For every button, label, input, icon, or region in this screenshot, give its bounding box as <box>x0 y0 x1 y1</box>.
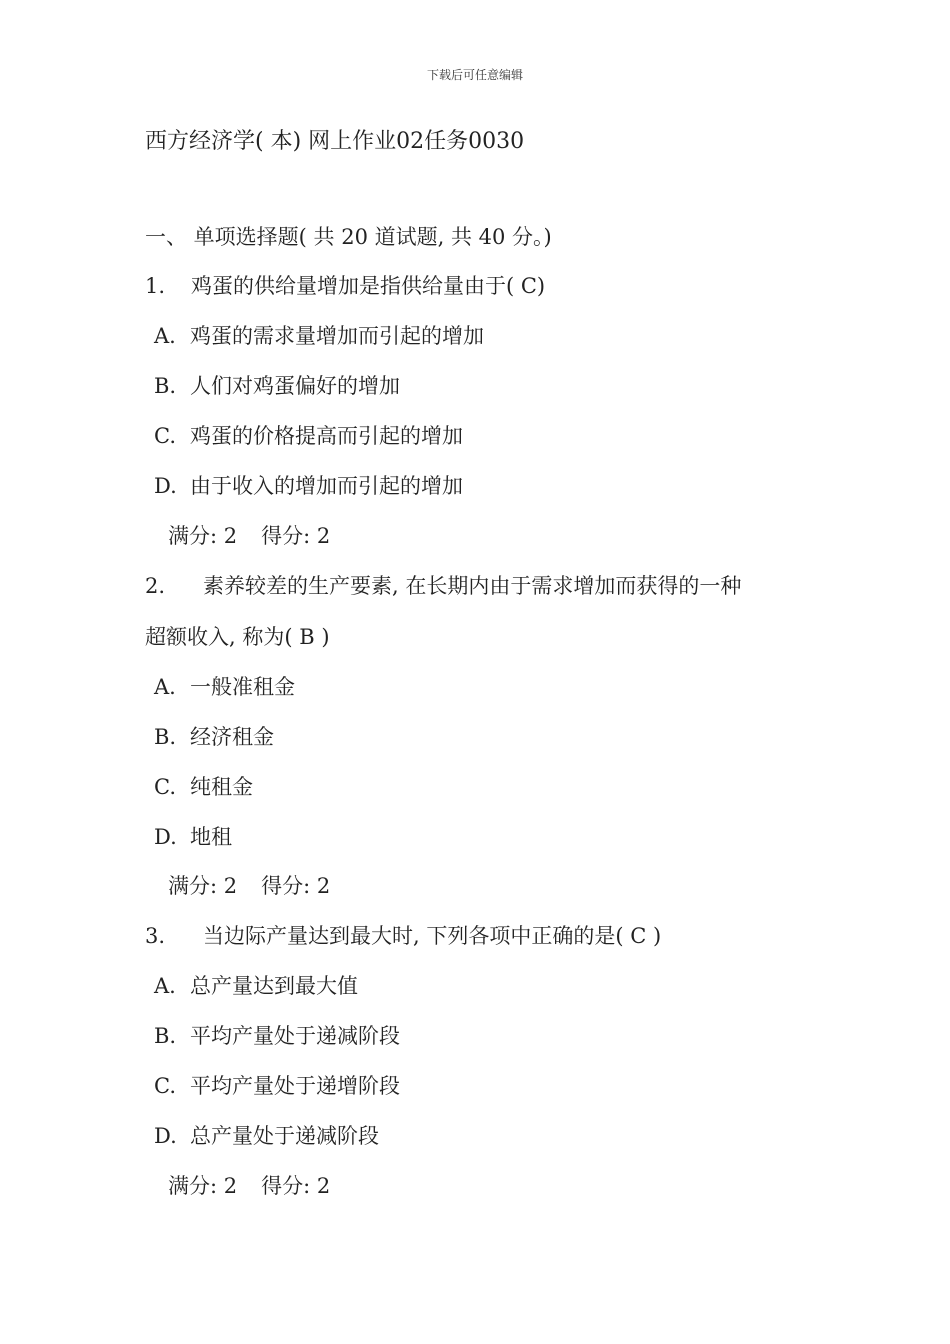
option-letter: D. <box>154 825 177 849</box>
full-score: 满分: 2 <box>168 1174 238 1198</box>
question-number: 2. <box>145 574 166 598</box>
option-c <box>154 423 463 449</box>
option-letter: C. <box>154 775 176 799</box>
option-c <box>154 774 253 800</box>
question-text: 鸡蛋的供给量增加是指供给量由于( C) <box>191 274 546 298</box>
score-line <box>168 523 330 549</box>
full-score: 满分: 2 <box>168 524 238 548</box>
option-text: 鸡蛋的需求量增加而引起的增加 <box>190 324 484 348</box>
option-letter: C. <box>154 424 176 448</box>
question-3 <box>145 923 661 949</box>
question-text-continued: 超额收入, 称为( B ) <box>145 625 330 649</box>
option-text: 总产量处于递减阶段 <box>190 1124 379 1148</box>
option-d <box>154 1123 379 1149</box>
question-number: 3. <box>145 924 166 948</box>
option-letter: D. <box>154 474 177 498</box>
full-score: 满分: 2 <box>168 874 238 898</box>
option-letter: B. <box>154 374 177 398</box>
option-letter: D. <box>154 1124 177 1148</box>
question-2 <box>145 573 741 599</box>
option-b <box>154 373 400 399</box>
document-title: 西方经济学( 本) 网上作业02任务0030 <box>145 129 525 154</box>
option-text: 纯租金 <box>190 775 253 799</box>
option-a <box>154 973 358 999</box>
score-line <box>168 1173 330 1199</box>
option-letter: A. <box>154 974 176 998</box>
obtained-score: 得分: 2 <box>261 524 331 548</box>
option-a <box>154 323 484 349</box>
option-text: 总产量达到最大值 <box>190 974 358 998</box>
option-a <box>154 674 295 700</box>
option-b <box>154 724 274 750</box>
option-d <box>154 824 232 850</box>
option-text: 经济租金 <box>190 725 274 749</box>
option-text: 地租 <box>190 825 232 849</box>
option-c <box>154 1073 400 1099</box>
question-1 <box>145 273 545 299</box>
obtained-score: 得分: 2 <box>261 874 331 898</box>
header-note: 下载后可任意编辑 <box>426 68 523 82</box>
option-text: 平均产量处于递减阶段 <box>190 1024 400 1048</box>
question-text: 素养较差的生产要素, 在长期内由于需求增加而获得的一种 <box>203 574 742 598</box>
score-line <box>168 873 330 899</box>
option-text: 一般准租金 <box>190 675 295 699</box>
section-heading: 一、 单项选择题( 共 20 道试题, 共 40 分。) <box>145 225 552 249</box>
option-d <box>154 473 463 499</box>
option-text: 鸡蛋的价格提高而引起的增加 <box>190 424 463 448</box>
option-letter: C. <box>154 1074 176 1098</box>
option-text: 由于收入的增加而引起的增加 <box>190 474 463 498</box>
option-b <box>154 1023 400 1049</box>
option-letter: A. <box>154 324 176 348</box>
question-number: 1. <box>145 274 166 298</box>
option-letter: A. <box>154 675 176 699</box>
option-text: 人们对鸡蛋偏好的增加 <box>190 374 400 398</box>
question-text: 当边际产量达到最大时, 下列各项中正确的是( C ) <box>203 924 662 948</box>
option-letter: B. <box>154 1024 177 1048</box>
obtained-score: 得分: 2 <box>261 1174 331 1198</box>
option-text: 平均产量处于递增阶段 <box>190 1074 400 1098</box>
option-letter: B. <box>154 725 177 749</box>
